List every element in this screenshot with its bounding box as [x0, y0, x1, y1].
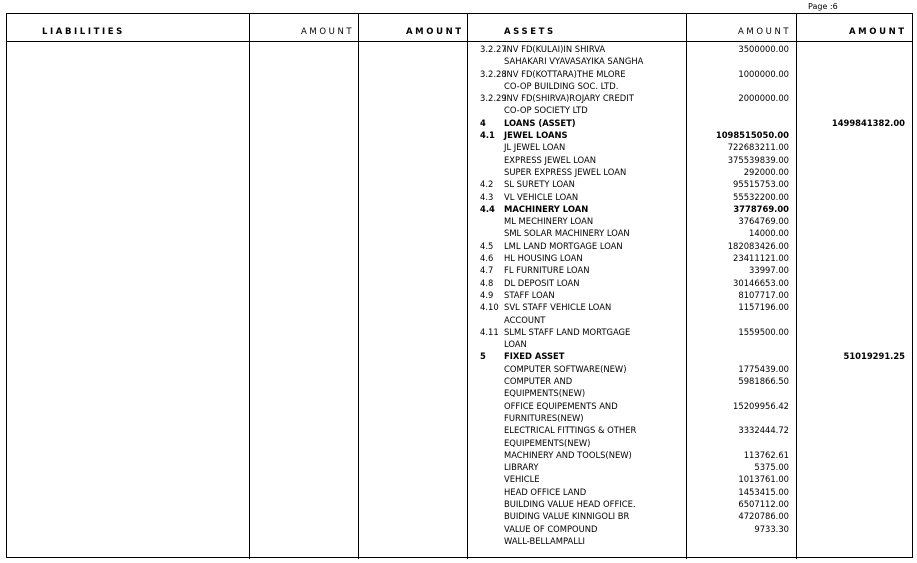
ledger-row [0, 141, 917, 153]
ledger-row [0, 68, 917, 80]
row-number: 4.2 [480, 179, 494, 190]
row-number: 3.2.29 [480, 93, 507, 104]
row-number: 4.1 [480, 130, 495, 141]
row-description: FL FURNITURE LOAN [504, 265, 590, 276]
row-description: HL HOUSING LOAN [504, 253, 583, 264]
row-description: VEHICLE [504, 474, 540, 485]
row-amount: 6507112.00 [738, 498, 789, 509]
row-number: 4.8 [480, 277, 494, 288]
row-number: 4.9 [480, 289, 494, 300]
row-number: 3.2.27 [480, 44, 507, 54]
row-number: 5 [480, 351, 486, 362]
row-description: OFFICE EQUIPEMENTS AND [504, 400, 618, 411]
ledger-row [0, 203, 917, 215]
row-number: 4.6 [480, 253, 494, 264]
ledger-row [0, 375, 917, 387]
row-number: 4.10 [480, 302, 499, 313]
row-amount: 3332444.72 [738, 425, 789, 436]
ledger-row [0, 55, 917, 67]
row-description: SL SURETY LOAN [504, 179, 575, 190]
row-description: SLML STAFF LAND MORTGAGE [504, 326, 631, 337]
row-amount: 3500000.00 [738, 44, 789, 54]
row-description: DL DEPOSIT LOAN [504, 277, 580, 288]
ledger-row [0, 252, 917, 264]
row-description: HEAD OFFICE LAND [504, 486, 587, 497]
ledger-row [0, 363, 917, 375]
row-description: ACCOUNT [504, 314, 546, 325]
row-description: WALL-BELLAMPALLI [504, 535, 586, 546]
row-amount: 1559500.00 [738, 326, 789, 337]
row-number: 4.7 [480, 265, 494, 276]
row-amount: 23411121.00 [733, 253, 789, 264]
ledger-row [0, 154, 917, 166]
row-description: FIXED ASSET [504, 351, 565, 362]
ledger-row [0, 338, 917, 350]
row-amount: 182083426.00 [727, 240, 789, 251]
row-amount: 30146653.00 [733, 277, 789, 288]
row-description: VL VEHICLE LOAN [504, 191, 579, 202]
row-description: LML LAND MORTGAGE LOAN [504, 240, 623, 251]
row-description: ML MECHINERY LOAN [504, 216, 594, 227]
row-description: BUIDING VALUE KINNIGOLI BR [504, 511, 630, 522]
ledger-row [0, 166, 917, 178]
row-description: STAFF LOAN [504, 289, 555, 300]
row-amount: 1013761.00 [738, 474, 789, 485]
row-description: SVL STAFF VEHICLE LOAN [504, 302, 612, 313]
row-description: SAHAKARI VYAVASAYIKA SANGHA [504, 56, 644, 67]
row-description: INV FD(KOTTARA)THE MLORE [504, 68, 626, 79]
row-number: 4.4 [480, 203, 495, 214]
row-amount: 5981866.50 [738, 376, 789, 387]
row-number: 4.3 [480, 191, 494, 202]
header-amount: AMOUNT [849, 27, 907, 37]
header-liabilities: LIABILITIES [42, 27, 125, 37]
row-description: COMPUTER SOFTWARE(NEW) [504, 363, 627, 374]
row-amount: 2000000.00 [738, 93, 789, 104]
ledger-row [0, 92, 917, 104]
row-amount: 722683211.00 [727, 142, 789, 153]
ledger-row [0, 437, 917, 449]
ledger-row [0, 498, 917, 510]
ledger-row [0, 289, 917, 301]
header-amount: AMOUNT [301, 27, 355, 37]
ledger-row [0, 400, 917, 412]
ledger-row [0, 227, 917, 239]
row-description: EQUIPMENTS(NEW) [504, 388, 586, 399]
page-number: Page :6 [808, 2, 838, 11]
row-amount: 1453415.00 [738, 486, 789, 497]
row-description: ELECTRICAL FITTINGS & OTHER [504, 425, 637, 436]
row-description: VALUE OF COMPOUND [504, 523, 598, 534]
ledger-row [0, 240, 917, 252]
ledger-row [0, 43, 917, 55]
ledger-row [0, 264, 917, 276]
row-amount: 55532200.00 [733, 191, 789, 202]
row-description: CO-OP SOCIETY LTD [504, 105, 588, 116]
ledger-row [0, 449, 917, 461]
ledger-row [0, 215, 917, 227]
row-amount: 14000.00 [749, 228, 789, 239]
ledger-row [0, 535, 917, 547]
row-description: BUILDING VALUE HEAD OFFICE. [504, 498, 636, 509]
row-number: 4 [480, 117, 486, 128]
row-description: MACHINERY AND TOOLS(NEW) [504, 449, 632, 460]
ledger-row [0, 117, 917, 129]
ledger-row [0, 412, 917, 424]
asset-rows [0, 43, 917, 547]
header-divider [6, 41, 913, 42]
row-number: 4.11 [480, 326, 499, 337]
ledger-row [0, 104, 917, 116]
ledger-row [0, 326, 917, 338]
row-amount: 95515753.00 [733, 179, 789, 190]
row-number: 4.5 [480, 240, 494, 251]
row-amount: 1098515050.00 [715, 130, 789, 141]
ledger-row [0, 387, 917, 399]
header-assets: ASSETS [504, 27, 556, 37]
row-amount: 15209956.42 [733, 400, 789, 411]
ledger-row [0, 301, 917, 313]
row-description: SML SOLAR MACHINERY LOAN [504, 228, 630, 239]
row-description: COMPUTER AND [504, 376, 573, 387]
row-amount: 292000.00 [743, 166, 789, 177]
ledger-row [0, 178, 917, 190]
ledger-row [0, 80, 917, 92]
row-amount: 113762.61 [743, 449, 789, 460]
row-amount: 375539839.00 [727, 154, 789, 165]
ledger-row [0, 510, 917, 522]
row-amount: 3778769.00 [733, 203, 789, 214]
row-amount: 5375.00 [754, 462, 789, 473]
ledger-row [0, 424, 917, 436]
ledger-row [0, 350, 917, 362]
row-total: 51019291.25 [843, 351, 905, 362]
row-amount: 4720786.00 [738, 511, 789, 522]
ledger-row [0, 486, 917, 498]
row-amount: 1775439.00 [738, 363, 789, 374]
row-description: INV FD(SHIRVA)ROJARY CREDIT [504, 93, 634, 104]
row-description: JL JEWEL LOAN [504, 142, 566, 153]
row-description: LIBRARY [504, 462, 539, 473]
ledger-row [0, 523, 917, 535]
row-description: EQUIPEMENTS(NEW) [504, 437, 591, 448]
ledger-row [0, 473, 917, 485]
row-amount: 3764769.00 [738, 216, 789, 227]
row-description: EXPRESS JEWEL LOAN [504, 154, 596, 165]
row-total: 1499841382.00 [831, 117, 905, 128]
row-description: INV FD(KULAI)IN SHIRVA [504, 44, 606, 54]
row-description: SUPER EXPRESS JEWEL LOAN [504, 166, 627, 177]
row-description: LOAN [504, 339, 527, 350]
ledger-row [0, 461, 917, 473]
ledger-row [0, 277, 917, 289]
row-description: FURNITURES(NEW) [504, 412, 584, 423]
row-amount: 1157196.00 [738, 302, 789, 313]
row-number: 3.2.28 [480, 68, 507, 79]
row-amount: 1000000.00 [738, 68, 789, 79]
row-amount: 8107717.00 [738, 289, 789, 300]
ledger-row [0, 314, 917, 326]
header-amount: AMOUNT [406, 27, 464, 37]
row-description: LOANS (ASSET) [504, 117, 576, 128]
row-description: MACHINERY LOAN [504, 203, 589, 214]
row-description: JEWEL LOANS [504, 130, 568, 141]
header-amount: AMOUNT [738, 27, 792, 37]
ledger-row [0, 129, 917, 141]
row-amount: 33997.00 [749, 265, 789, 276]
row-amount: 9733.30 [754, 523, 789, 534]
ledger-row [0, 191, 917, 203]
row-description: CO-OP BUILDING SOC. LTD. [504, 80, 619, 91]
